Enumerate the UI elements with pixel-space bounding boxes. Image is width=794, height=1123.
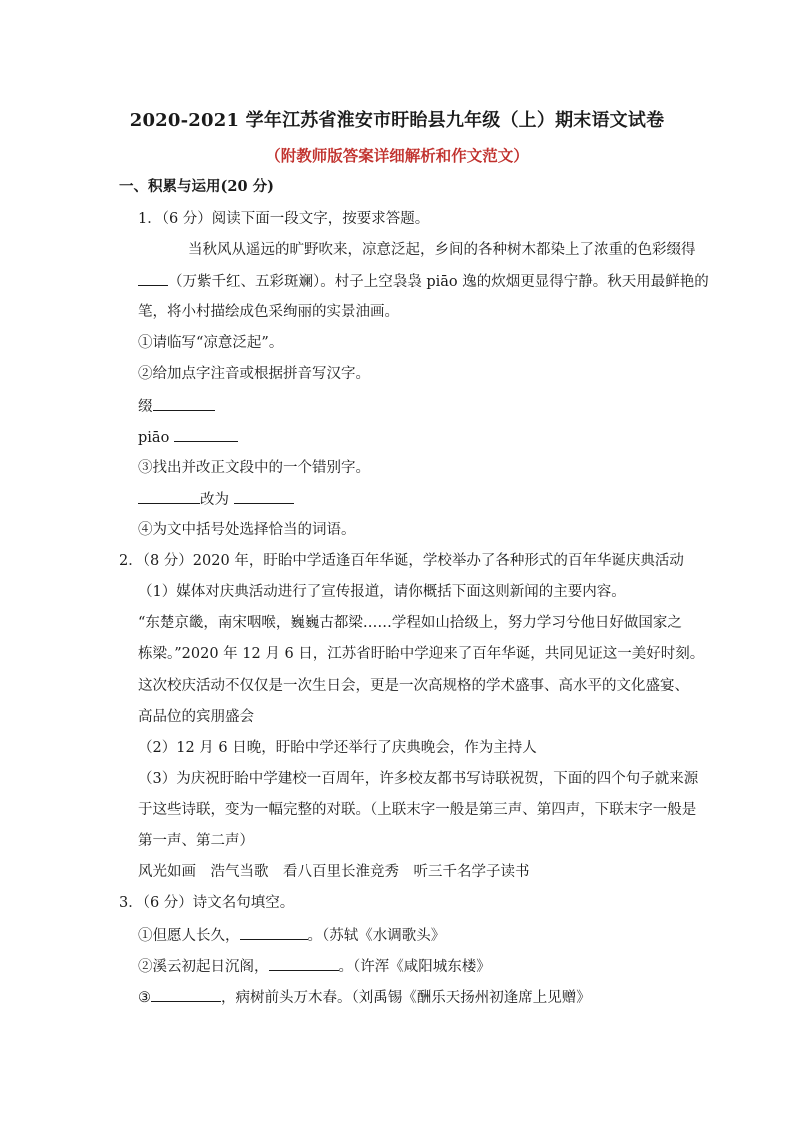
pinyin-label: piāo [138,430,170,446]
news-line-2: 栋梁。”2020 年 12 月 6 日，江苏省盱眙中学迎来了百年华诞，共同见证这一美好时刻。 [138,646,705,662]
answer-blank[interactable] [174,427,238,442]
question-1-sub-3: ③找出并改正文段中的一个错别字。 [138,460,370,476]
question-2-sub-3-line-1: （3）为庆祝盱眙中学建校一百周年，许多校友都书写诗联祝贺，下面的四个句子就来源 [138,771,699,787]
answer-blank[interactable] [138,271,168,286]
answer-blank[interactable] [151,987,221,1002]
question-1-sub-1: ①请临写“凉意泛起”。 [138,335,284,351]
document-subtitle: （附教师版答案详细解析和作文范文） [265,146,529,165]
poem-text: ①但愿人长久， [138,928,240,944]
document-title: 2020-2021 学年江苏省淮安市盱眙县九年级（上）期末语文试卷 [129,110,665,131]
answer-blank[interactable] [269,956,339,971]
correction-label: 改为 [200,492,229,508]
news-line-3: 这次校庆活动不仅仅是一次生日会，更是一次高规格的学术盛事、高水平的文化盛宴、 [138,678,689,694]
answer-blank[interactable] [240,925,308,940]
question-3-line-2 [138,956,491,977]
character-label: 缀 [138,399,153,415]
question-3-line-1 [138,925,445,946]
answer-blank[interactable] [234,489,294,504]
poem-text: ③ [138,990,151,1006]
section-heading: 一、积累与运用(20 分) [119,178,274,195]
question-1-sub-2a [138,396,215,417]
question-1-sub-3-answer [138,489,294,510]
news-line-1: “东楚京畿，南宋咽喉，巍巍古都梁……学程如山拾级上，努力学习兮他日好做国家之 [138,615,682,631]
question-1-passage-line-2 [138,271,709,292]
couplet-phrases: 风光如画 浩气当歌 看八百里长淮竞秀 听三千名学子读书 [138,864,530,880]
question-1-passage-line-1: 当秋风从遥远的旷野吹来，凉意泛起，乡间的各种树木都染上了浓重的色彩缀得 [188,242,696,258]
answer-blank[interactable] [138,489,200,504]
answer-blank[interactable] [153,396,215,411]
question-1-passage-line-3: 笔，将小村描绘成色采绚丽的实景油画。 [138,304,399,320]
question-2-sub-2: （2）12 月 6 日晚，盱眙中学还举行了庆典晚会，作为主持人 [138,740,537,756]
question-1-sub-2: ②给加点字注音或根据拼音写汉字。 [138,366,370,382]
poem-source: 。（许浑《咸阳城东楼》 [338,959,491,975]
poem-source: ，病树前头万木春。（刘禹锡《酬乐天扬州初逢席上见赠》 [221,990,591,1006]
question-2-sub-3-line-2: 于这些诗联，变为一幅完整的对联。（上联末字一般是第三声、第四声，下联末字一般是 [138,802,697,818]
question-1-heading: 1．（6 分）阅读下面一段文字，按要求答题。 [138,211,430,227]
question-2-sub-3-line-3: 第一声、第二声） [138,833,254,849]
poem-source: 。（苏轼《水调歌头》 [307,928,446,944]
question-2-sub-1: （1）媒体对庆典活动进行了宣传报道，请你概括下面这则新闻的主要内容。 [138,584,626,600]
question-3-heading: 3．（6 分）诗文名句填空。 [119,895,295,911]
question-1-sub-2b [138,427,238,448]
question-1-sub-4: ④为文中括号处选择恰当的词语。 [138,522,356,538]
news-line-4: 高品位的宾朋盛会 [138,709,254,725]
question-2-heading: 2．（8 分）2020 年，盱眙中学适逢百年华诞，学校举办了各种形式的百年华诞庆典活动 [119,553,684,569]
passage-text: （万紫千红、五彩斑斓）。村子上空袅袅 piāo 逸的炊烟更显得宁静。秋天用最鲜艳的 [168,274,709,290]
question-3-line-3 [138,987,591,1008]
poem-text: ②溪云初起日沉阁， [138,959,269,975]
